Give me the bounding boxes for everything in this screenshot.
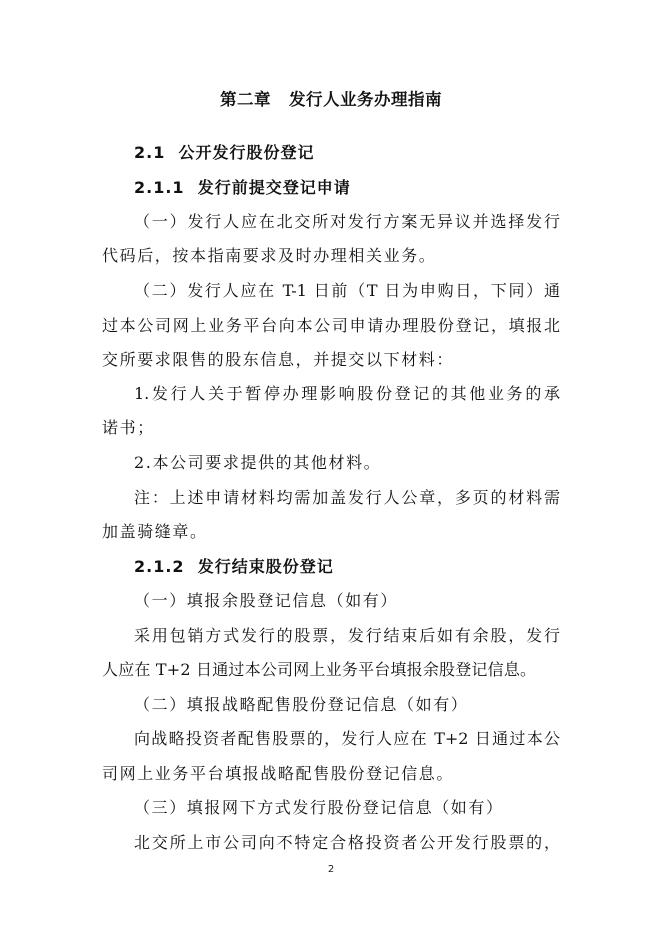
note-line: 注：上述申请材料均需加盖发行人公章，多页的材料需 <box>134 488 560 507</box>
paragraph-line: 向战略投资者配售股票的，发行人应在 T+2 日通过本公 <box>134 729 560 748</box>
paragraph-line: 交所要求限售的股东信息，并提交以下材料： <box>102 350 455 369</box>
paragraph-line: 代码后，按本指南要求及时办理相关业务。 <box>102 246 437 265</box>
paragraph-line: 司网上业务平台填报战略配售股份登记信息。 <box>102 764 455 783</box>
section-heading-2-1: 2.1 公开发行股份登记 <box>134 143 315 162</box>
section-heading-2-1-2: 2.1.2 发行结束股份登记 <box>134 557 334 576</box>
subsection-title-1: （一）填报余股登记信息（如有） <box>134 591 399 610</box>
chapter-heading <box>0 90 662 110</box>
chapter-number: 第二章 <box>220 90 271 109</box>
page-number: 2 <box>327 864 335 875</box>
paragraph-line: 北交所上市公司向不特定合格投资者公开发行股票的， <box>134 833 560 852</box>
paragraph-line: （一）发行人应在北交所对发行方案无异议并选择发行 <box>134 212 560 231</box>
paragraph-line: 采用包销方式发行的股票，发行结束后如有余股，发行 <box>134 626 560 645</box>
paragraph-line: 人应在 T+2 日通过本公司网上业务平台填报余股登记信息。 <box>102 660 537 679</box>
list-item-1-continuation: 诺书； <box>102 418 155 437</box>
subsection-title-3: （三）填报网下方式发行股份登记信息（如有） <box>134 798 504 817</box>
note-line: 加盖骑缝章。 <box>102 522 208 541</box>
list-item-2: 2.本公司要求提供的其他材料。 <box>134 453 382 472</box>
list-item-1: 1.发行人关于暂停办理影响股份登记的其他业务的承 <box>134 384 560 403</box>
subsection-title-2: （二）填报战略配售股份登记信息（如有） <box>134 695 469 714</box>
paragraph-line: 过本公司网上业务平台向本公司申请办理股份登记，填报北 <box>102 316 560 335</box>
paragraph-line: （二）发行人应在 T-1 日前（T 日为申购日，下同）通 <box>134 281 560 300</box>
chapter-title: 发行人业务办理指南 <box>289 90 442 109</box>
section-heading-2-1-1: 2.1.1 发行前提交登记申请 <box>134 178 351 197</box>
